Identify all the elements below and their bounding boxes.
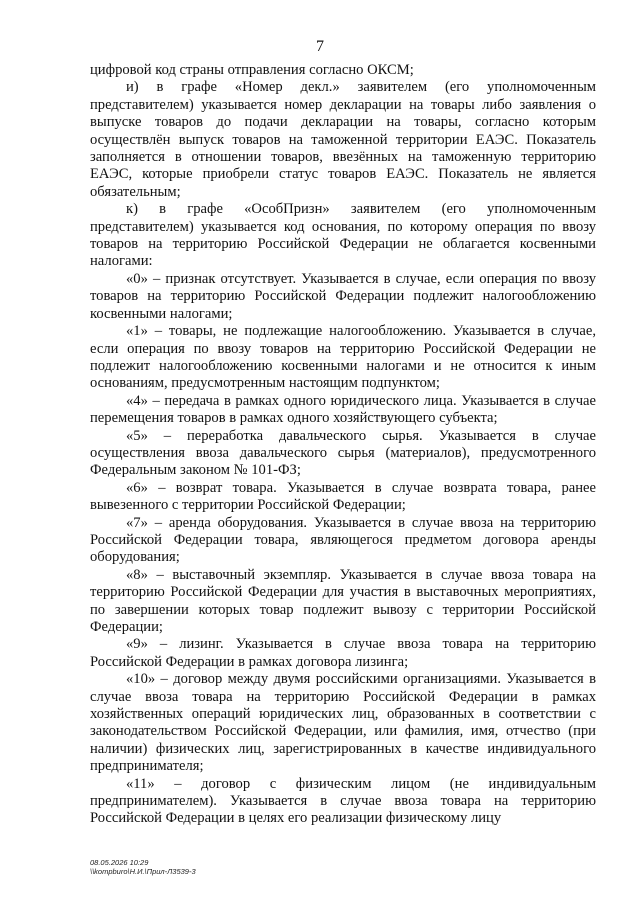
document-body — [90, 62, 596, 828]
page-number: 7 — [316, 38, 324, 55]
footer-file-path: \\kompburo\Н.И.\Прил-Л3539-3 — [90, 867, 196, 876]
paragraph: к) в графе «ОсобПризн» заявителем (его уполномоченным представителем) указывается код основания, по которому операция по ввозу товаров на территорию Российской Федерации не облагается косвенными налогами: — [90, 201, 596, 270]
paragraph: «5» – переработка давальческого сырья. Указывается в случае осуществления ввоза давальческого сырья (материалов), предусмотренного Федеральным законом № 101-ФЗ; — [90, 427, 596, 479]
paragraph: «0» – признак отсутствует. Указывается в случае, если операция по ввозу товаров на территорию Российской Федерации подлежит налогообложению косвенными налогами; — [90, 270, 596, 322]
paragraph: цифровой код страны отправления согласно ОКСМ; — [90, 62, 414, 78]
paragraph: и) в графе «Номер декл.» заявителем (его уполномоченным представителем) указывается номер декларации на товары либо заявления о выпуске товаров до подачи декларации на товары, согласно которым осуществлён выпуск товаров на таможенной территории ЕАЭС. Показатель заполняется в отношении товаров, ввезённых на таможенную территорию ЕАЭС, которые приобрели статус товаров ЕАЭС. Показатель не является обязательным; — [90, 79, 596, 200]
paragraph: «9» – лизинг. Указывается в случае ввоза товара на территорию Российской Федерации в рамках договора лизинга; — [90, 636, 596, 670]
paragraph: «1» – товары, не подлежащие налогообложению. Указывается в случае, если операция по ввозу товаров на территорию Российской Федерации не подлежит налогообложению косвенными налогами и не относится к иным основаниям, предусмотренным настоящим подпунктом; — [90, 323, 596, 392]
footer-date: 08.05.2026 10:29 — [90, 858, 149, 867]
paragraph: «4» – передача в рамках одного юридического лица. Указывается в случае перемещения товаров в рамках одного хозяйствующего субъекта; — [90, 392, 596, 427]
paragraph: «7» – аренда оборудования. Указывается в случае ввоза на территорию Российской Федерации товара, являющегося предметом договора аренды оборудования; — [90, 514, 596, 566]
paragraph: «10» – договор между двумя российскими организациями. Указывается в случае ввоза товара на территорию Российской Федерации в рамках хозяйственных операций юридических лиц, образованных в соответствии с законодательством Российской Федерации, или фамилия, имя, отчество (при наличии) физических лиц, зарегистрированных в качестве индивидуального предпринимателя; — [90, 671, 596, 775]
paragraph: «6» – возврат товара. Указывается в случае возврата товара, ранее вывезенного с территории Российской Федерации; — [90, 479, 596, 514]
paragraph: «11» – договор с физическим лицом (не индивидуальным предпринимателем). Указывается в случае ввоза товара на территорию Российской Федерации в целях его реализации физическому лицу — [90, 775, 596, 827]
paragraph: «8» – выставочный экземпляр. Указывается в случае ввоза товара на территорию Российской Федерации для участия в выставочных мероприятиях, по завершении которых товар подлежит вывозу с территории Российской Федерации; — [90, 566, 596, 635]
file-footer — [90, 858, 196, 876]
